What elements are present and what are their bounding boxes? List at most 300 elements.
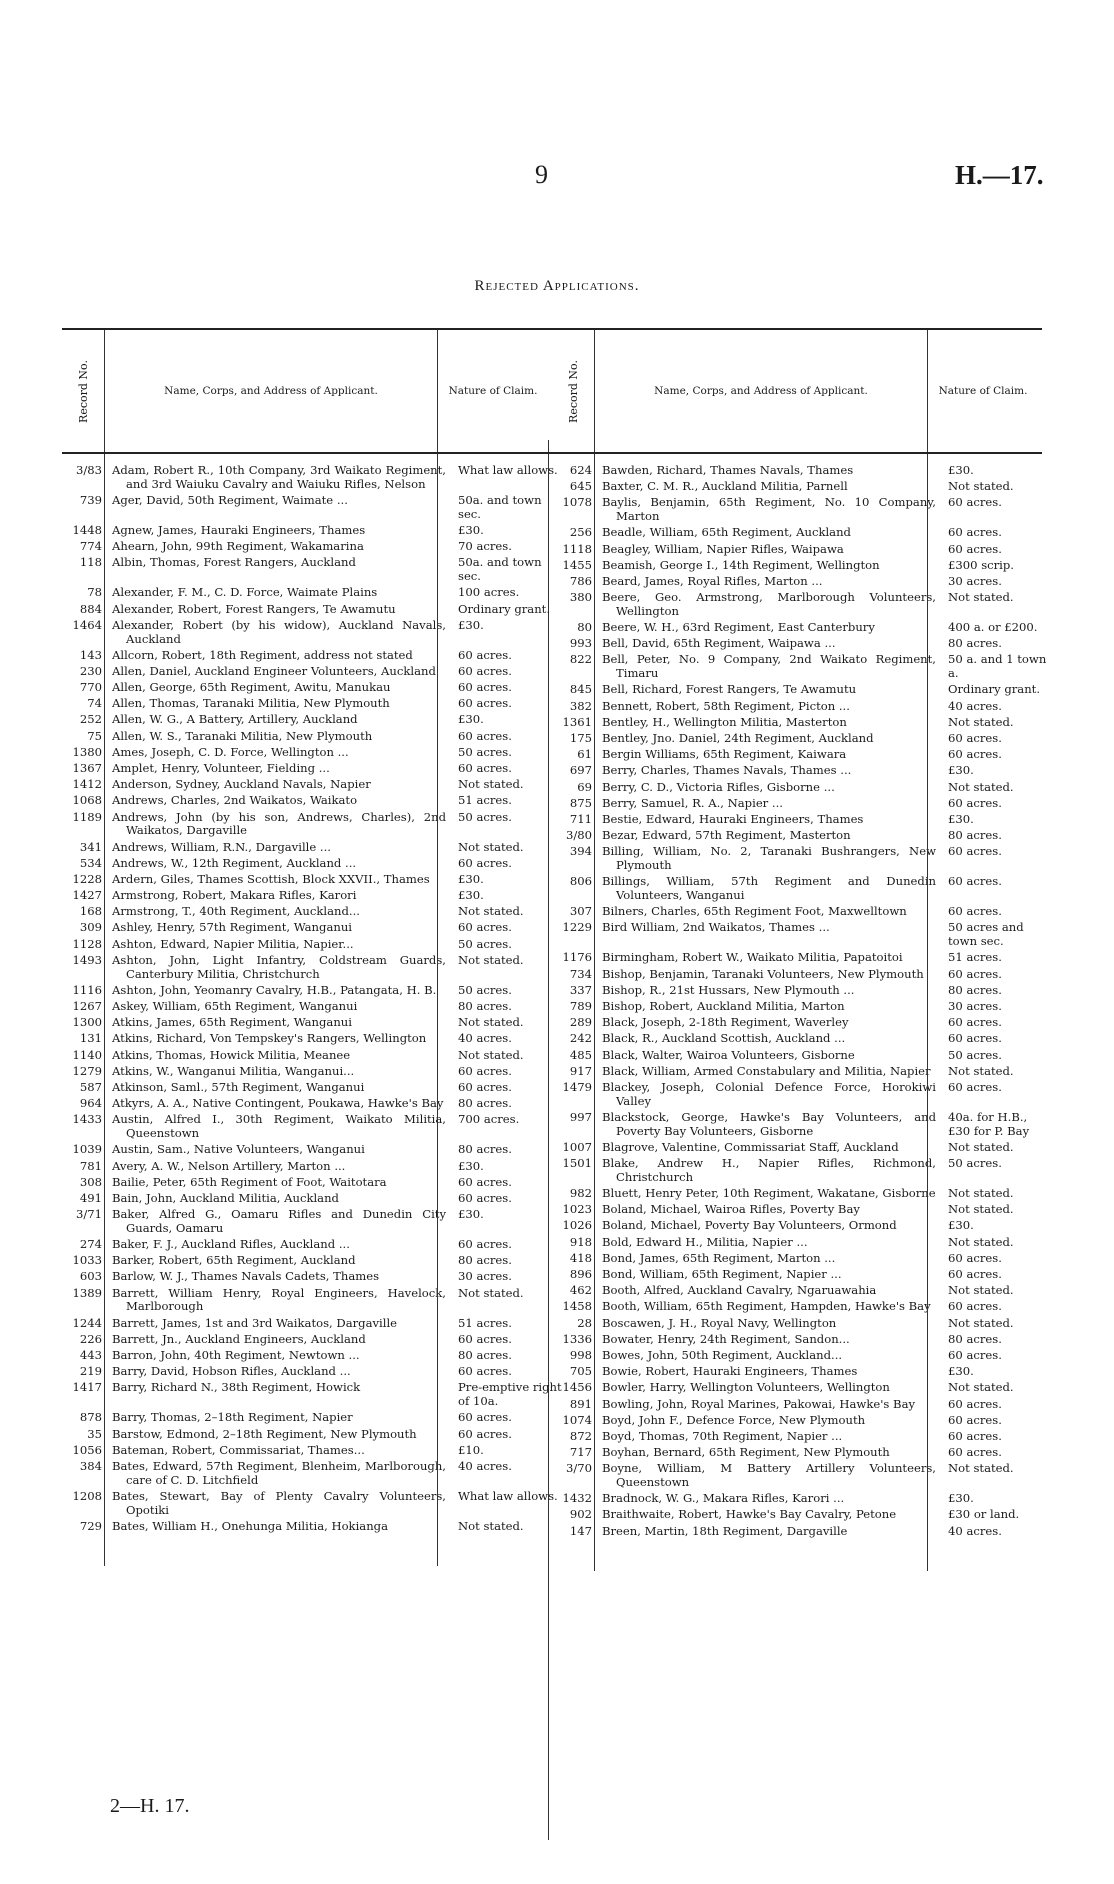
- applicant-name: Andrews, John (by his son, Andrews, Charles), 2nd Waikatos, Dargaville: [112, 809, 446, 838]
- applicant-name: Alexander, Robert, Forest Rangers, Te Awamutu: [112, 601, 396, 616]
- record-number: 1432: [562, 1491, 592, 1506]
- applicant-name: Bradnock, W. G., Makara Rifles, Karori ...: [602, 1491, 845, 1506]
- table-row: [552, 700, 1042, 716]
- nature-of-claim: Not stated.: [948, 1461, 1014, 1476]
- table-row: [62, 1176, 552, 1192]
- record-number: 1140: [72, 1047, 102, 1062]
- table-body: [552, 454, 1047, 1541]
- table-row: [62, 1192, 552, 1208]
- nature-of-claim: What law allows.: [458, 463, 558, 477]
- nature-of-claim: Not stated.: [948, 590, 1014, 605]
- nature-of-claim: 60 acres.: [948, 904, 1002, 919]
- table-row: [62, 921, 552, 937]
- applicant-name: Baxter, C. M. R., Auckland Militia, Parnell: [602, 479, 848, 494]
- applicant-name: Beamish, George I., 14th Regiment, Wellington: [602, 557, 880, 572]
- nature-of-claim: £300 scrip.: [948, 557, 1014, 572]
- record-number: 806: [569, 874, 592, 889]
- applicant-name: Alexander, F. M., C. D. Force, Waimate Plains: [112, 585, 378, 600]
- applicant-name: Boland, Michael, Poverty Bay Volunteers, Ormond: [602, 1218, 897, 1233]
- record-number: 242: [569, 1031, 592, 1046]
- nature-of-claim: 50a. and town sec.: [458, 555, 542, 584]
- nature-of-claim: 60 acres.: [948, 1250, 1002, 1265]
- table-row: [62, 603, 552, 619]
- applicant-name: Barry, David, Hobson Rifles, Auckland ...: [112, 1364, 351, 1379]
- record-number: 789: [569, 999, 592, 1014]
- applicant-name: Billings, William, 57th Regiment and Dunedin Volunteers, Wanganui: [602, 874, 936, 903]
- nature-of-claim: 60 acres.: [948, 1299, 1002, 1314]
- table-row: [62, 463, 558, 494]
- applicant-name: Alexander, Robert (by his widow), Auckland Navals, Auckland: [112, 617, 446, 646]
- applicant-name: Baker, Alfred G., Oamaru Rifles and Dunedin City Guards, Oamaru: [112, 1207, 446, 1235]
- nature-of-claim: 60 acres.: [458, 1237, 512, 1252]
- applicant-name: Berry, Samuel, R. A., Napier ...: [602, 795, 783, 810]
- table-row: [62, 1032, 552, 1048]
- nature-of-claim: Not stated.: [948, 1380, 1014, 1395]
- nature-of-claim: 60 acres.: [458, 920, 512, 935]
- applicant-name: Bates, William H., Onehunga Militia, Hokianga: [112, 1518, 389, 1533]
- table-row: [552, 1508, 1042, 1524]
- table-row: [552, 621, 1042, 637]
- nature-of-claim: £30.: [948, 1491, 974, 1506]
- record-number: 1380: [72, 744, 102, 759]
- record-number: 309: [79, 920, 102, 935]
- record-number: 1078: [562, 495, 592, 510]
- applicant-name: Andrews, W., 12th Regiment, Auckland ...: [112, 855, 357, 870]
- table-row: [552, 748, 1042, 764]
- nature-of-claim: 60 acres.: [948, 1445, 1002, 1460]
- record-number: 645: [569, 479, 592, 494]
- nature-of-claim: Not stated.: [458, 1518, 524, 1533]
- table-row: [552, 496, 1042, 526]
- table-row: [552, 732, 1042, 748]
- nature-of-claim: 50 acres.: [948, 1047, 1002, 1062]
- applicant-name: Bowes, John, 50th Regiment, Auckland...: [602, 1347, 843, 1362]
- nature-of-claim: 80 acres.: [458, 1142, 512, 1157]
- record-number: 1056: [72, 1442, 102, 1457]
- record-number: 739: [79, 492, 102, 507]
- applicant-name: Bowater, Henry, 24th Regiment, Sandon...: [602, 1331, 850, 1346]
- nature-of-claim: £30.: [458, 522, 484, 537]
- table-row: [62, 938, 552, 954]
- nature-of-claim: 80 acres.: [948, 636, 1002, 651]
- record-number: 998: [569, 1347, 592, 1362]
- nature-of-claim: 40a. for H.B., £30 for P. Bay: [948, 1109, 1030, 1138]
- nature-of-claim: 60 acres.: [458, 1331, 512, 1346]
- record-number: 1417: [72, 1380, 102, 1395]
- record-number: 485: [569, 1047, 592, 1062]
- applicant-name: Ager, David, 50th Regiment, Waimate ...: [112, 492, 348, 507]
- table-row: [62, 954, 552, 984]
- nature-of-claim: Not stated.: [948, 1283, 1014, 1298]
- nature-of-claim: Not stated.: [948, 1234, 1014, 1249]
- applicant-name: Boyd, John F., Defence Force, New Plymouth: [602, 1412, 866, 1427]
- applicant-name: Bestie, Edward, Hauraki Engineers, Thames: [602, 811, 864, 826]
- applicant-name: Barrett, William Henry, Royal Engineers, Havelock, Marlborough: [112, 1285, 446, 1314]
- record-number: 587: [79, 1079, 102, 1094]
- nature-of-claim: Not stated.: [458, 904, 524, 919]
- table-row: [552, 845, 1042, 875]
- nature-of-claim: 60 acres.: [458, 1174, 512, 1189]
- table-row: [62, 556, 552, 586]
- record-number: 380: [569, 590, 592, 605]
- nature-of-claim: £30.: [458, 617, 484, 632]
- nature-of-claim: 60 acres.: [458, 647, 512, 662]
- applicant-name: Armstrong, T., 40th Regiment, Auckland...: [112, 904, 360, 919]
- record-number: 1433: [72, 1112, 102, 1127]
- record-number: 1208: [72, 1488, 102, 1503]
- table-row: [62, 1000, 552, 1016]
- nature-of-claim: £30.: [948, 463, 974, 477]
- record-number: 226: [79, 1331, 102, 1346]
- applicant-name: Billing, William, No. 2, Taranaki Bushrangers, New Plymouth: [602, 844, 936, 873]
- table-row: [62, 649, 552, 665]
- table-row: [62, 540, 552, 556]
- table-row: [552, 575, 1042, 591]
- record-number: 78: [87, 585, 102, 600]
- table-row: [62, 857, 552, 873]
- applicant-name: Bell, David, 65th Regiment, Waipawa ...: [602, 636, 836, 651]
- applicant-name: Black, Joseph, 2-18th Regiment, Waverley: [602, 1015, 849, 1030]
- record-number: 3/80: [565, 828, 592, 843]
- applicant-name: Bishop, Benjamin, Taranaki Volunteers, New Plymouth: [602, 966, 924, 981]
- nature-of-claim: 60 acres.: [458, 1426, 512, 1441]
- table-row: [552, 797, 1042, 813]
- applicant-name: Ahearn, John, 99th Regiment, Wakamarina: [112, 539, 364, 554]
- table-row: [62, 1238, 552, 1254]
- record-number: 1448: [72, 522, 102, 537]
- nature-of-claim: 40 acres.: [948, 698, 1002, 713]
- record-number: 603: [79, 1269, 102, 1284]
- nature-of-claim: £30.: [948, 1364, 974, 1379]
- record-number: 705: [569, 1364, 592, 1379]
- applicant-name: Agnew, James, Hauraki Engineers, Thames: [112, 522, 366, 537]
- record-number: 118: [79, 555, 102, 570]
- table-row: [552, 1446, 1042, 1462]
- table-row: [552, 716, 1042, 732]
- applicant-name: Armstrong, Robert, Makara Rifles, Karori: [112, 888, 357, 903]
- nature-of-claim: Not stated.: [458, 1015, 524, 1030]
- record-number: 274: [79, 1237, 102, 1252]
- table-row: [62, 1365, 552, 1381]
- nature-of-claim: 60 acres.: [948, 1267, 1002, 1282]
- record-number: 341: [79, 839, 102, 854]
- record-number: 74: [87, 696, 102, 711]
- applicant-name: Atkinson, Saml., 57th Regiment, Wanganui: [112, 1079, 365, 1094]
- nature-of-claim: 60 acres.: [458, 680, 512, 695]
- record-number: 917: [569, 1063, 592, 1078]
- record-number: 143: [79, 647, 102, 662]
- applicant-name: Bezar, Edward, 57th Regiment, Masterton: [602, 828, 851, 843]
- record-number: 1026: [562, 1218, 592, 1233]
- nature-of-claim: 700 acres.: [458, 1112, 520, 1127]
- applicant-name: Bilners, Charles, 65th Regiment Foot, Maxwelltown: [602, 904, 907, 919]
- nature-of-claim: 60 acres.: [948, 495, 1002, 510]
- record-number: 982: [569, 1186, 592, 1201]
- record-number: 28: [577, 1315, 592, 1330]
- header-record-no: Record No.: [76, 359, 90, 423]
- table-row: [552, 637, 1042, 653]
- table-row: [552, 813, 1042, 829]
- nature-of-claim: 60 acres.: [948, 541, 1002, 556]
- applicant-name: Bold, Edward H., Militia, Napier ...: [602, 1234, 808, 1249]
- table-row: [552, 1381, 1042, 1397]
- table-header: [552, 328, 1042, 454]
- table-row: [62, 1333, 552, 1349]
- applicant-name: Bain, John, Auckland Militia, Auckland: [112, 1190, 339, 1205]
- nature-of-claim: 60 acres.: [948, 731, 1002, 746]
- nature-of-claim: 80 acres.: [458, 1096, 512, 1111]
- applicant-name: Bell, Peter, No. 9 Company, 2nd Waikato Regiment, Timaru: [602, 652, 936, 681]
- table-row: [552, 921, 1042, 951]
- table-row: [552, 1081, 1042, 1111]
- table-row: [552, 1430, 1042, 1446]
- record-number: 1228: [72, 871, 102, 886]
- table-row: [552, 781, 1042, 797]
- applicant-name: Atkins, James, 65th Regiment, Wanganui: [112, 1015, 352, 1030]
- applicant-name: Beadle, William, 65th Regiment, Auckland: [602, 525, 851, 540]
- nature-of-claim: Not stated.: [458, 777, 524, 792]
- applicant-name: Braithwaite, Robert, Hawke's Bay Cavalry, Petone: [602, 1507, 897, 1522]
- table-row: [552, 968, 1042, 984]
- record-number: 1456: [562, 1380, 592, 1395]
- table-row: [62, 873, 552, 889]
- applicant-name: Askey, William, 65th Regiment, Wanganui: [112, 999, 358, 1014]
- nature-of-claim: 60 acres.: [948, 1015, 1002, 1030]
- applicant-name: Breen, Martin, 18th Regiment, Dargaville: [602, 1523, 848, 1538]
- applicant-name: Barron, John, 40th Regiment, Newtown ...: [112, 1347, 360, 1362]
- table-row: [552, 1365, 1042, 1381]
- table-row: [552, 1284, 1042, 1300]
- nature-of-claim: 50 acres.: [458, 936, 512, 951]
- right-table: [552, 328, 1047, 1541]
- table-row: [552, 1492, 1042, 1508]
- nature-of-claim: 60 acres.: [458, 728, 512, 743]
- record-number: 872: [569, 1428, 592, 1443]
- record-number: 3/83: [75, 463, 102, 477]
- record-number: 875: [569, 795, 592, 810]
- record-number: 822: [569, 652, 592, 667]
- applicant-name: Atkins, W., Wanganui Militia, Wanganui...: [112, 1063, 355, 1078]
- applicant-name: Black, R., Auckland Scottish, Auckland ...: [602, 1031, 846, 1046]
- table-row: [552, 464, 1042, 480]
- table-row: [62, 619, 552, 649]
- applicant-name: Andrews, William, R.N., Dargaville ...: [112, 839, 331, 854]
- table-body: [62, 454, 562, 1536]
- record-number: 1412: [72, 777, 102, 792]
- applicant-name: Atkins, Thomas, Howick Militia, Meanee: [112, 1047, 351, 1062]
- nature-of-claim: 50 acres.: [948, 1156, 1002, 1171]
- record-number: 918: [569, 1234, 592, 1249]
- record-number: 781: [79, 1158, 102, 1173]
- record-number: 307: [569, 904, 592, 919]
- header-name: Name, Corps, and Address of Applicant.: [654, 385, 868, 397]
- applicant-name: Baylis, Benjamin, 65th Regiment, No. 10 Company, Marton: [602, 495, 936, 524]
- record-number: 491: [79, 1190, 102, 1205]
- record-number: 902: [569, 1507, 592, 1522]
- table-row: [62, 681, 552, 697]
- applicant-name: Blagrove, Valentine, Commissariat Staff, Auckland: [602, 1139, 899, 1154]
- table-row: [62, 697, 552, 713]
- table-row: [62, 1444, 552, 1460]
- applicant-name: Andrews, Charles, 2nd Waikatos, Waikato: [112, 793, 358, 808]
- nature-of-claim: £30.: [458, 712, 484, 727]
- nature-of-claim: 30 acres.: [458, 1269, 512, 1284]
- record-number: 1479: [562, 1079, 592, 1094]
- nature-of-claim: Ordinary grant.: [948, 682, 1041, 697]
- nature-of-claim: 60 acres.: [948, 874, 1002, 889]
- table-row: [62, 1428, 552, 1444]
- table-row: [552, 526, 1042, 542]
- nature-of-claim: 60 acres.: [458, 761, 512, 775]
- nature-of-claim: 50 acres.: [458, 982, 512, 997]
- nature-of-claim: Not stated.: [948, 779, 1014, 794]
- nature-of-claim: 60 acres.: [948, 795, 1002, 810]
- nature-of-claim: Not stated.: [458, 1047, 524, 1062]
- table-row: [62, 1143, 552, 1159]
- table-row: [552, 875, 1042, 905]
- applicant-name: Bentley, Jno. Daniel, 24th Regiment, Auckland: [602, 731, 874, 746]
- applicant-name: Allen, George, 65th Regiment, Awitu, Manukau: [112, 680, 391, 695]
- nature-of-claim: 80 acres.: [948, 1331, 1002, 1346]
- record-number: 443: [79, 1347, 102, 1362]
- record-number: 697: [569, 763, 592, 778]
- applicant-name: Allen, Thomas, Taranaki Militia, New Plymouth: [112, 696, 390, 711]
- record-number: 1455: [562, 557, 592, 572]
- nature-of-claim: 40 acres.: [948, 1523, 1002, 1538]
- record-number: 175: [569, 731, 592, 746]
- nature-of-claim: Not stated.: [458, 1285, 524, 1300]
- nature-of-claim: £30.: [458, 871, 484, 886]
- applicant-name: Barrett, Jn., Auckland Engineers, Auckland: [112, 1331, 366, 1346]
- record-number: 1128: [72, 936, 102, 951]
- nature-of-claim: 60 acres.: [948, 1412, 1002, 1427]
- nature-of-claim: Not stated.: [458, 952, 524, 967]
- applicant-name: Black, Walter, Wairoa Volunteers, Gisborne: [602, 1047, 855, 1062]
- table-row: [62, 1460, 552, 1490]
- table-row: [552, 1252, 1042, 1268]
- record-number: 1267: [72, 999, 102, 1014]
- applicant-name: Anderson, Sydney, Auckland Navals, Napier: [112, 777, 371, 792]
- nature-of-claim: 80 acres.: [458, 1347, 512, 1362]
- record-number: 69: [577, 779, 592, 794]
- nature-of-claim: 60 acres.: [948, 844, 1002, 859]
- nature-of-claim: £30.: [458, 1158, 484, 1173]
- table-row: [552, 1317, 1042, 1333]
- table-row: [552, 1032, 1042, 1048]
- record-number: 308: [79, 1174, 102, 1189]
- table-row: [552, 1141, 1042, 1157]
- applicant-name: Adam, Robert R., 10th Company, 3rd Waikato Regiment, and 3rd Waiuku Cavalry and Waiuku Rifles, Nelson: [112, 463, 446, 491]
- record-number: 711: [569, 811, 592, 826]
- nature-of-claim: What law allows.: [458, 1488, 558, 1503]
- record-number: 289: [569, 1015, 592, 1030]
- nature-of-claim: Not stated.: [948, 479, 1014, 494]
- applicant-name: Bailie, Peter, 65th Regiment of Foot, Waitotara: [112, 1174, 387, 1189]
- nature-of-claim: 60 acres.: [458, 1063, 512, 1078]
- nature-of-claim: Not stated.: [948, 1202, 1014, 1217]
- table-row: [62, 794, 552, 810]
- nature-of-claim: 100 acres.: [458, 585, 520, 600]
- record-number: 1458: [562, 1299, 592, 1314]
- applicant-name: Austin, Sam., Native Volunteers, Wanganui: [112, 1142, 365, 1157]
- record-number: 1361: [562, 714, 592, 729]
- table-row: [62, 1349, 552, 1365]
- applicant-name: Bishop, R., 21st Hussars, New Plymouth ...: [602, 982, 855, 997]
- applicant-name: Beard, James, Royal Rifles, Marton ...: [602, 573, 823, 588]
- table-row: [62, 1208, 552, 1238]
- applicant-name: Atkyrs, A. A., Native Contingent, Poukawa, Hawke's Bay: [112, 1096, 444, 1111]
- table-row: [552, 1300, 1042, 1316]
- applicant-name: Beere, Geo. Armstrong, Marlborough Volunteers, Wellington: [602, 590, 936, 618]
- table-row: [62, 730, 552, 746]
- record-number: 384: [79, 1458, 102, 1473]
- applicant-name: Albin, Thomas, Forest Rangers, Auckland: [112, 555, 356, 570]
- table-row: [552, 1187, 1042, 1203]
- applicant-name: Bates, Edward, 57th Regiment, Blenheim, Marlborough, care of C. D. Litchfield: [112, 1458, 446, 1487]
- table-row: [62, 746, 552, 762]
- table-header: [62, 328, 552, 454]
- record-number: 75: [87, 728, 102, 743]
- record-number: 845: [569, 682, 592, 697]
- table-row: [62, 1317, 552, 1333]
- nature-of-claim: 30 acres.: [948, 573, 1002, 588]
- applicant-name: Baker, F. J., Auckland Rifles, Auckland ...: [112, 1237, 350, 1252]
- record-number: 80: [577, 620, 592, 635]
- table-row: [552, 543, 1042, 559]
- record-number: 1033: [72, 1253, 102, 1268]
- nature-of-claim: Pre-emptive right of 10a.: [458, 1380, 562, 1409]
- record-number: 1300: [72, 1015, 102, 1030]
- table-row: [62, 1049, 552, 1065]
- applicant-name: Bennett, Robert, 58th Regiment, Picton ...: [602, 698, 850, 713]
- record-number: 1493: [72, 952, 102, 967]
- table-row: [62, 524, 552, 540]
- applicant-name: Barstow, Edmond, 2–18th Regiment, New Plymouth: [112, 1426, 417, 1441]
- table-row: [552, 480, 1042, 496]
- applicant-name: Barlow, W. J., Thames Navals Cadets, Thames: [112, 1269, 380, 1284]
- record-number: 1427: [72, 888, 102, 903]
- table-row: [552, 559, 1042, 575]
- applicant-name: Ashton, John, Yeomanry Cavalry, H.B., Patangata, H. B.: [112, 982, 437, 997]
- record-number: 964: [79, 1096, 102, 1111]
- record-number: 462: [569, 1283, 592, 1298]
- table-row: [62, 1065, 552, 1081]
- table-row: [552, 591, 1042, 621]
- nature-of-claim: 30 acres.: [948, 999, 1002, 1014]
- header-name: Name, Corps, and Address of Applicant.: [164, 385, 378, 397]
- applicant-name: Bond, James, 65th Regiment, Marton ...: [602, 1250, 836, 1265]
- table-row: [62, 811, 552, 841]
- table-row: [552, 1203, 1042, 1219]
- record-number: 624: [569, 463, 592, 477]
- table-row: [62, 665, 552, 681]
- nature-of-claim: 50a. and town sec.: [458, 492, 542, 521]
- table-row: [552, 1049, 1042, 1065]
- table-row: [552, 829, 1042, 845]
- table-row: [62, 762, 552, 778]
- nature-of-claim: Ordinary grant.: [458, 601, 551, 616]
- applicant-name: Boyne, William, M Battery Artillery Volunteers, Queenstown: [602, 1461, 936, 1490]
- table-row: [552, 1236, 1042, 1252]
- applicant-name: Berry, Charles, Thames Navals, Thames ...: [602, 763, 852, 778]
- nature-of-claim: 60 acres.: [458, 1410, 512, 1425]
- header-claim: Nature of Claim.: [938, 385, 1028, 397]
- applicant-name: Birmingham, Robert W., Waikato Militia, Papatoitoi: [602, 950, 903, 965]
- nature-of-claim: 80 acres.: [458, 1253, 512, 1268]
- nature-of-claim: £30.: [458, 1207, 484, 1222]
- nature-of-claim: 60 acres.: [458, 1364, 512, 1379]
- record-number: 997: [569, 1109, 592, 1124]
